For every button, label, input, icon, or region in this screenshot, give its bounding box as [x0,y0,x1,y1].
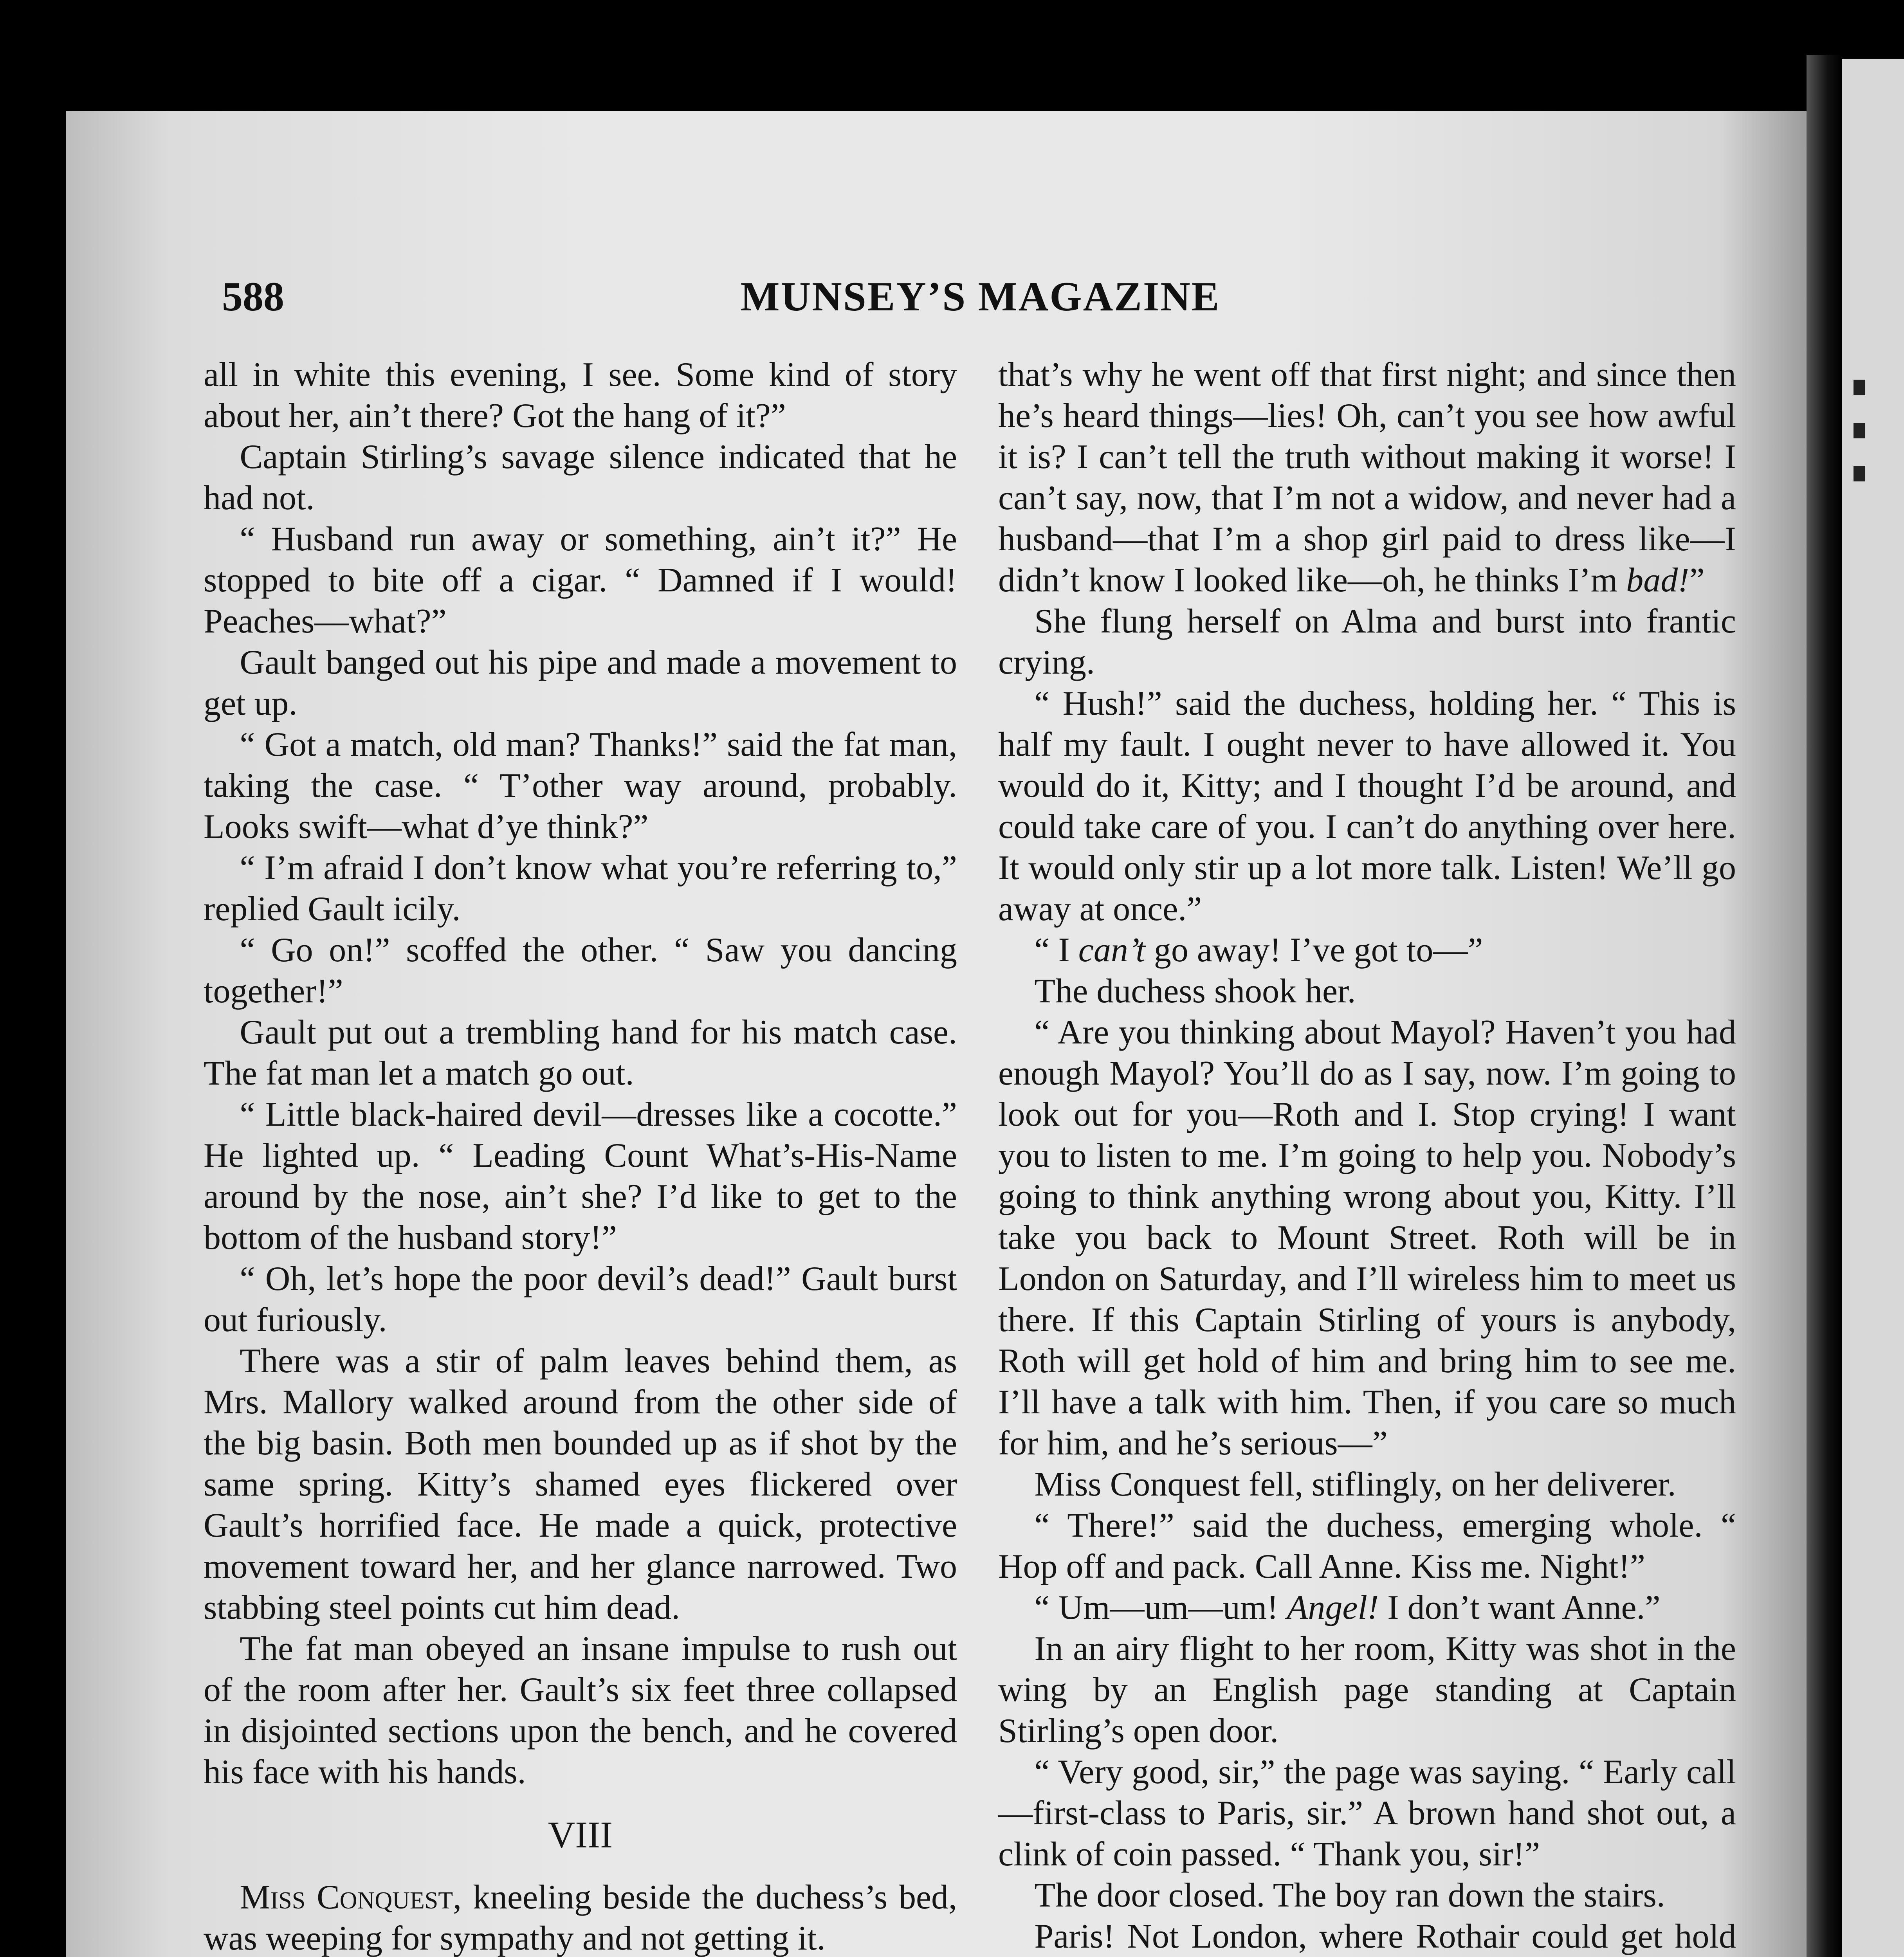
paragraph: Miss Conquest fell, stiflingly, on her deliverer. [1034,1465,1676,1503]
paragraph: The door closed. The boy ran down the stairs. [1034,1876,1665,1914]
paragraph: Captain Stirling’s savage silence indicated that he had not. [204,438,957,517]
italic-text: can’t [1078,931,1145,969]
paragraph [998,354,1736,601]
paragraph: “ Very good, sir,” the page was saying. “ Early call—first-class to Paris, sir.” A brown hand shot out, a clink of coin passed. “ Thank you, sir!” [998,1753,1736,1873]
paragraph: “ Got a match, old man? Thanks!” said the fat man, taking the case. “ T’other way around, probably. Looks swift—what d’ye think?” [204,726,957,846]
paragraph: Gault banged out his pipe and made a movement to get up. [204,643,957,723]
section-heading: VIII [548,1814,613,1856]
small-caps-lead: Miss Conquest, [240,1878,462,1916]
paragraph: “ Hush!” said the duchess, holding her. “ This is half my fault. I ought never to have allowed it. You would do it, Kitty; and I thought I’d be around, and could take care of you. I can’t do anything over here. It would only stir up a lot more talk. Listen! We’ll go away at once.” [998,685,1736,928]
paragraph: all in white this evening, I see. Some kind of story about her, ain’t there? Got the hang of it?” [204,356,957,435]
italic-text: bad! [1626,561,1689,599]
paragraph-text: go away! I’ve got to—” [1145,931,1483,969]
italic-text: Angel! [1287,1589,1379,1627]
right-column [998,354,1736,1957]
paragraph [998,1587,1736,1628]
paragraph-text: I don’t want Anne.” [1379,1589,1661,1627]
paragraph [998,930,1736,971]
paragraph: Gault put out a trembling hand for his match case. The fat man let a match go out. [204,1013,957,1092]
paragraph-text: ” [1689,561,1705,599]
running-head [222,271,1739,322]
paragraph-text: “ I [1034,931,1078,969]
paragraph-text: “ Um—um—um! [1034,1589,1287,1627]
facing-page-text-fragment [1854,423,1865,438]
paragraph: “ I’m afraid I don’t know what you’re referring to,” replied Gault icily. [204,849,957,928]
paragraph: She flung herself on Alma and burst into frantic crying. [998,602,1736,681]
facing-page-text-fragment [1854,466,1865,481]
paragraph: “ Husband run away or something, ain’t it?” He stopped to bite off a cigar. “ Damned if I would! Peaches—what?” [204,520,957,640]
paragraph [204,1877,957,1957]
paragraph-text: kneeling beside the duchess’s bed, was weeping for sympathy and not getting it. [204,1878,957,1957]
paragraph: “ Oh, let’s hope the poor devil’s dead!” Gault burst out furiously. [204,1260,957,1339]
paragraph: The fat man obeyed an insane impulse to rush out of the room after her. Gault’s six feet three collapsed in disjointed sections upon the bench, and he covered his face with his hands. [204,1630,957,1791]
magazine-title: MUNSEY’S MAGAZINE [740,274,1221,319]
page-number: 588 [222,274,284,319]
paragraph: “ There!” said the duchess, emerging whole. “ Hop off and pack. Call Anne. Kiss me. Night!” [998,1506,1736,1586]
book-gutter [1807,55,1842,1957]
paragraph: In an airy flight to her room, Kitty was shot in the wing by an English page standing at Captain Stirling’s open door. [998,1630,1736,1750]
paragraph: “ Are you thinking about Mayol? Haven’t you had enough Mayol? You’ll do as I say, now. I’m going to look out for you—Roth and I. Stop crying! I want you to listen to me. I’m going to help you. Nobody’s going to think anything wrong about you, Kitty. I’ll take you back to Mount Street. Roth will be in London on Saturday, and I’ll wireless him to meet us there. If this Captain Stirling of yours is anybody, Roth will get hold of him and bring him to see me. I’ll have a talk with him. Then, if you care so much for him, and he’s serious—” [998,1013,1736,1462]
paragraph: Paris! Not London, where Rothair could get hold [1034,1917,1736,1955]
paragraph: “ Little black-haired devil—dresses like a cocotte.” He lighted up. “ Leading Count What’s-His-Name around by the nose, ain’t she? I’d like to get to the bottom of the husband story!” [204,1096,957,1257]
left-column [204,354,957,1957]
facing-page-text-fragment [1854,380,1865,395]
paragraph: There was a stir of palm leaves behind them, as Mrs. Mallory walked around from the other side of the big basin. Both men bounded up as if shot by the same spring. Kitty’s shamed eyes flickered over Gault’s horrified face. He made a quick, protective movement toward her, and her glance narrowed. Two stabbing steel points cut him dead. [204,1342,957,1627]
paragraph: “ Go on!” scoffed the other. “ Saw you dancing together!” [204,931,957,1010]
paragraph: The duchess shook her. [1034,972,1356,1010]
paragraph-text: that’s why he went off that first night; and since then he’s heard things—lies! Oh, can’t you see how awful it is? I can’t tell the truth without making it worse! I can’t say, now, that I’m not a widow, and never had a husband—that I’m a shop girl paid to dress like—I didn’t know I looked like—oh, he thinks I’m [998,356,1736,599]
facing-page-edge [1842,59,1904,1957]
